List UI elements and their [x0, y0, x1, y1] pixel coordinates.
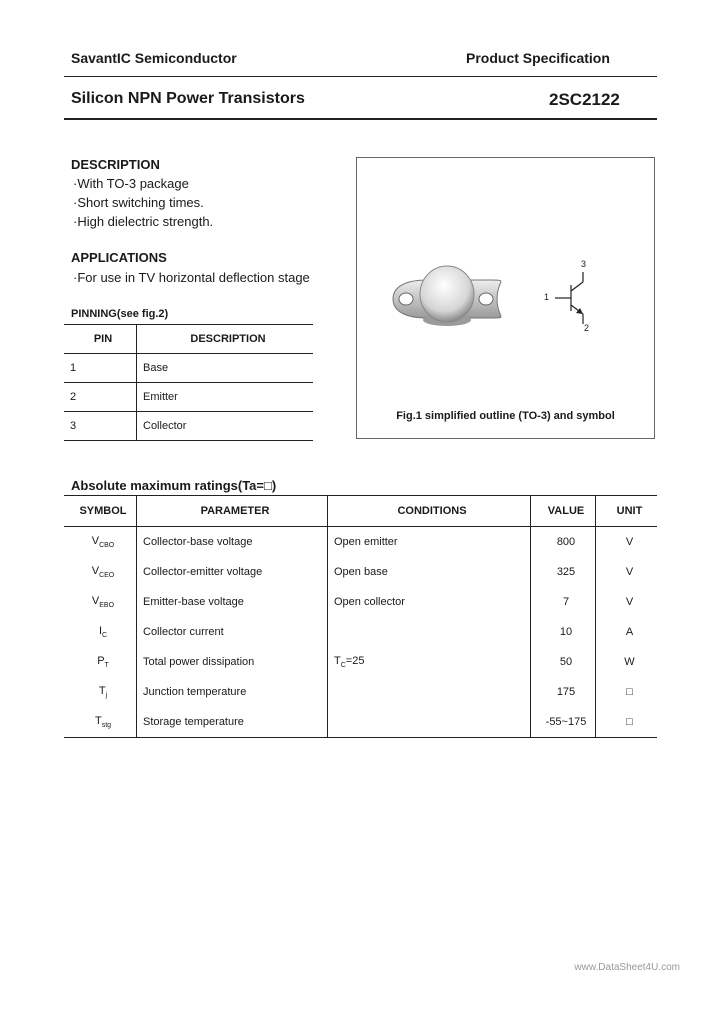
pin-description: Collector: [143, 420, 187, 432]
pin-header: PIN: [64, 325, 137, 354]
part-number: 2SC2122: [549, 90, 620, 109]
condition-text: Open collector: [334, 596, 405, 608]
conditions-header: CONDITIONS: [328, 496, 531, 527]
symbol-subscript: T: [104, 662, 109, 670]
symbol-cell: [64, 677, 137, 707]
symbol-subscript: CBO: [99, 542, 115, 550]
parameter-cell: Collector-base voltage: [137, 527, 328, 558]
symbol-main: V: [91, 594, 100, 607]
value-header: VALUE: [531, 496, 596, 527]
doc-type: Product Specification: [466, 50, 610, 66]
value-cell: 50: [531, 647, 596, 677]
symbol-main: I: [98, 624, 102, 637]
symbol-subscript: EBO: [99, 602, 115, 610]
symbol-cell: [64, 587, 137, 617]
parameter-cell: Junction temperature: [137, 677, 328, 707]
value-cell: 7: [531, 587, 596, 617]
pin-label-base: 1: [544, 292, 550, 302]
header-divider-top: [64, 76, 657, 77]
description-item: ·High dielectric strength.: [73, 214, 214, 229]
pin-description: Emitter: [143, 391, 178, 403]
applications-item: ·For use in TV horizontal deflection stage: [73, 270, 310, 285]
pinning-table: [64, 324, 313, 441]
symbol-cell: [64, 617, 137, 647]
figure-caption: Fig.1 simplified outline (TO-3) and symbol: [396, 410, 615, 422]
conditions-cell: [328, 707, 531, 738]
parameter-cell: Collector-emitter voltage: [137, 557, 328, 587]
pin-description: Base: [143, 362, 169, 374]
table-row: [64, 354, 313, 383]
pinning-title: PINNING(see fig.2): [71, 308, 169, 320]
ratings-table: [64, 495, 657, 738]
value-cell: 800: [531, 527, 596, 558]
condition-subscript: C: [340, 662, 346, 670]
pin-label-collector: 3: [581, 259, 587, 269]
pin-label-emitter: 2: [584, 323, 590, 333]
conditions-cell: [328, 527, 531, 558]
description-title: DESCRIPTION: [71, 157, 160, 172]
pin-description-header: DESCRIPTION: [190, 333, 266, 345]
symbol-subscript: stg: [101, 722, 112, 730]
symbol-subscript: CEO: [99, 572, 115, 580]
value-cell: 10: [531, 617, 596, 647]
to3-package-drawing: [357, 158, 654, 398]
unit-header: UNIT: [616, 505, 643, 517]
company-name: SavantIC Semiconductor: [71, 50, 237, 66]
pin-number: 3: [64, 412, 137, 441]
conditions-cell: [328, 587, 531, 617]
unit-cell: V: [625, 566, 634, 578]
symbol-cell: [64, 557, 137, 587]
unit-cell: □: [626, 686, 633, 698]
footer-watermark: www.DataSheet4U.com: [574, 962, 680, 973]
header-divider-bottom: [64, 118, 657, 120]
parameter-cell: Emitter-base voltage: [137, 587, 328, 617]
symbol-subscript: j: [105, 692, 108, 700]
parameter-cell: Collector current: [137, 617, 328, 647]
value-cell: 175: [531, 677, 596, 707]
symbol-main: V: [91, 534, 100, 547]
table-row: [64, 677, 657, 707]
symbol-main: V: [91, 564, 100, 577]
unit-cell: □: [626, 716, 633, 728]
symbol-subscript: C: [102, 632, 108, 640]
unit-cell: A: [625, 626, 634, 638]
symbol-cell: [64, 647, 137, 677]
figure-box: [356, 157, 655, 439]
symbol-header: SYMBOL: [64, 496, 137, 527]
product-line: Silicon NPN Power Transistors: [71, 90, 305, 107]
condition-value: =25: [345, 654, 365, 667]
table-row: [64, 527, 657, 558]
condition-text: T: [334, 654, 341, 667]
ratings-title: Absolute maximum ratings(Ta=□): [71, 478, 277, 493]
pin-number: 1: [64, 354, 137, 383]
symbol-main: P: [97, 654, 105, 667]
pin-number: 2: [64, 383, 137, 412]
table-row: [64, 707, 657, 738]
transistor-symbol: [555, 272, 583, 324]
conditions-cell: [328, 677, 531, 707]
table-row: [64, 617, 657, 647]
condition-text: Open emitter: [334, 536, 398, 548]
description-item: ·Short switching times.: [73, 195, 204, 210]
applications-title: APPLICATIONS: [71, 250, 167, 265]
unit-cell: V: [625, 596, 634, 608]
symbol-cell: [64, 707, 137, 738]
condition-text: Open base: [334, 566, 388, 578]
symbol-cell: [64, 527, 137, 558]
table-row: [64, 412, 313, 441]
conditions-cell: [328, 617, 531, 647]
conditions-cell: [328, 647, 531, 677]
table-row: [64, 647, 657, 677]
unit-cell: V: [625, 536, 634, 548]
value-cell: 325: [531, 557, 596, 587]
parameter-header: PARAMETER: [137, 496, 328, 527]
parameter-cell: Storage temperature: [137, 707, 328, 738]
symbol-main: T: [98, 684, 106, 697]
parameter-cell: Total power dissipation: [137, 647, 328, 677]
symbol-main: T: [94, 714, 102, 727]
conditions-cell: [328, 557, 531, 587]
description-item: ·With TO-3 package: [73, 176, 189, 191]
table-row: [64, 557, 657, 587]
value-cell: -55~175: [531, 707, 596, 738]
table-row: [64, 587, 657, 617]
unit-cell: W: [624, 656, 635, 668]
table-row: [64, 383, 313, 412]
